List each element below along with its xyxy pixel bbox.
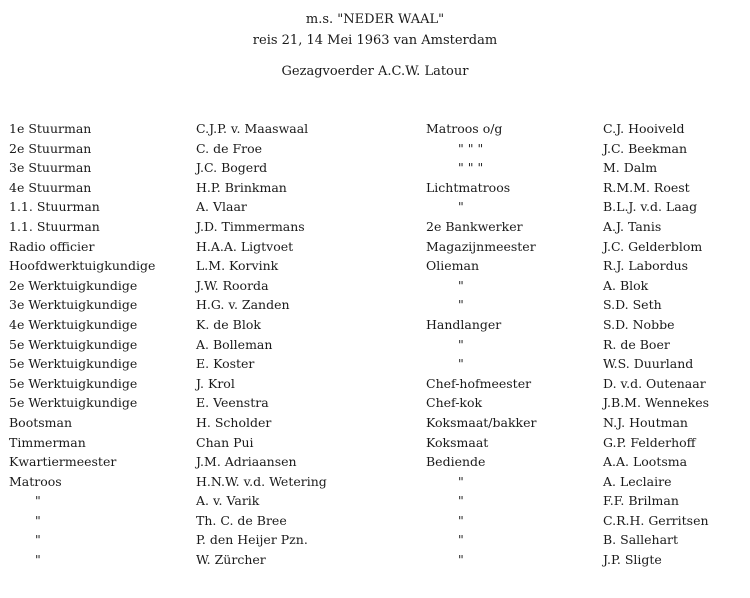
crew-name: J. Krol <box>196 375 235 391</box>
crew-name: J.C. Beekman <box>603 140 687 156</box>
crew-name: J.C. Bogerd <box>196 160 268 176</box>
crew-rank: 1.1. Stuurman <box>9 218 100 234</box>
crew-name: J.P. Sligte <box>603 552 662 568</box>
voyage-line: reis 21, 14 Mei 1963 van Amsterdam <box>252 33 498 48</box>
crew-name: C. de Froe <box>196 140 263 156</box>
left-names-column <box>196 119 327 570</box>
crew-name: S.D. Seth <box>603 297 662 313</box>
crew-rank: 3e Werktuigkundige <box>9 297 138 313</box>
crew-rank: Bediende <box>426 454 486 470</box>
crew-name: R.M.M. Roest <box>603 179 690 195</box>
crew-rank: Magazijnmeester <box>426 238 536 254</box>
crew-rank: " <box>35 512 41 528</box>
crew-name: H.P. Brinkman <box>196 179 287 195</box>
right-ranks-column <box>426 119 537 570</box>
crew-rank: Matroos o/g <box>426 121 503 136</box>
crew-rank: 4e Werktuigkundige <box>9 316 138 332</box>
crew-name: J.M. Adriaansen <box>196 454 297 470</box>
crew-rank: Koksmaat/bakker <box>426 414 537 430</box>
crew-name: A.J. Tanis <box>603 218 662 234</box>
crew-name: A. Bolleman <box>196 336 273 352</box>
left-ranks-column <box>9 119 155 570</box>
crew-name: B.L.J. v.d. Laag <box>603 199 698 215</box>
crew-rank: " <box>458 512 464 528</box>
crew-rank: Lichtmatroos <box>426 179 511 195</box>
crew-rank: 2e Stuurman <box>9 140 92 156</box>
right-names-column <box>603 119 709 570</box>
crew-name: J.W. Roorda <box>196 277 269 293</box>
crew-rank: Handlanger <box>426 316 502 332</box>
crew-rank: Koksmaat <box>426 434 489 450</box>
crew-rank: " <box>35 552 41 568</box>
crew-rank: 2e Bankwerker <box>426 218 523 234</box>
crew-name: R.J. Labordus <box>603 258 689 274</box>
crew-name: G.P. Felderhoff <box>603 434 696 450</box>
crew-name: E. Koster <box>196 356 255 372</box>
captain-line: Gezagvoerder A.C.W. Latour <box>281 64 469 79</box>
crew-rank: " <box>35 493 41 509</box>
crew-rank: Timmerman <box>9 434 86 450</box>
crew-name: W. Zürcher <box>196 552 266 568</box>
crew-name: A. Leclaire <box>603 473 672 489</box>
crew-name: A. Blok <box>603 277 649 293</box>
crew-name: E. Veenstra <box>196 395 269 411</box>
crew-rank: Chef-kok <box>426 395 483 411</box>
crew-name: Th. C. de Bree <box>196 512 287 528</box>
crew-name: N.J. Houtman <box>603 414 688 430</box>
crew-rank: 1e Stuurman <box>9 121 92 136</box>
crew-name: H.G. v. Zanden <box>196 297 290 313</box>
crew-name: J.D. Timmermans <box>196 218 305 234</box>
crew-name: A. v. Varik <box>196 493 260 509</box>
crew-name: A. Vlaar <box>196 199 247 215</box>
crew-rank: " " " <box>458 140 484 156</box>
crew-rank: Hoofdwerktuigkundige <box>9 258 156 274</box>
crew-rank: Chef-hofmeester <box>426 375 532 391</box>
crew-name: M. Dalm <box>603 160 658 176</box>
crew-name: B. Sallehart <box>603 532 679 548</box>
crew-rank: " <box>458 297 464 313</box>
crew-rank: Kwartiermeester <box>9 454 117 470</box>
crew-rank: Bootsman <box>9 414 73 430</box>
crew-name: J.C. Gelderblom <box>603 238 703 254</box>
crew-name: S.D. Nobbe <box>603 316 675 332</box>
crew-rank: 5e Werktuigkundige <box>9 395 138 411</box>
crew-rank: 5e Werktuigkundige <box>9 356 138 372</box>
crew-name: A.A. Lootsma <box>603 454 688 470</box>
crew-name: H. Scholder <box>196 414 272 430</box>
crew-name: L.M. Korvink <box>196 258 279 274</box>
crew-name: D. v.d. Outenaar <box>603 375 706 391</box>
crew-rank: 3e Stuurman <box>9 160 92 176</box>
crew-rank: " <box>458 552 464 568</box>
crew-rank: 5e Werktuigkundige <box>9 375 138 391</box>
crew-name: R. de Boer <box>603 336 670 352</box>
crew-name: H.N.W. v.d. Wetering <box>196 473 327 489</box>
crew-rank: Olieman <box>426 258 479 274</box>
crew-rank: " <box>458 473 464 489</box>
crew-name: J.B.M. Wennekes <box>603 395 710 411</box>
crew-rank: " <box>458 493 464 509</box>
crew-name: H.A.A. Ligtvoet <box>196 238 294 254</box>
crew-name: C.R.H. Gerritsen <box>603 512 709 528</box>
crew-name: C.J.P. v. Maaswaal <box>196 121 309 136</box>
crew-rank: " <box>458 532 464 548</box>
crew-name: F.F. Brilman <box>603 493 679 509</box>
crew-rank: 5e Werktuigkundige <box>9 336 138 352</box>
crew-name: P. den Heijer Pzn. <box>196 532 308 548</box>
crew-rank: 1.1. Stuurman <box>9 199 100 215</box>
crew-name: K. de Blok <box>196 316 261 332</box>
crew-rank: " <box>458 356 464 372</box>
crew-rank: " <box>458 199 464 215</box>
crew-rank: " <box>458 336 464 352</box>
crew-name: Chan Pui <box>196 434 254 450</box>
crew-rank: " " " <box>458 160 484 176</box>
crew-rank: Matroos <box>9 473 62 489</box>
crew-rank: 4e Stuurman <box>9 179 92 195</box>
ship-title: m.s. "NEDER WAAL" <box>305 12 445 27</box>
crew-rank: " <box>458 277 464 293</box>
crew-name: C.J. Hooiveld <box>603 121 685 136</box>
crew-rank: 2e Werktuigkundige <box>9 277 138 293</box>
crew-rank: Radio officier <box>9 238 95 254</box>
crew-name: W.S. Duurland <box>603 356 694 372</box>
crew-rank: " <box>35 532 41 548</box>
